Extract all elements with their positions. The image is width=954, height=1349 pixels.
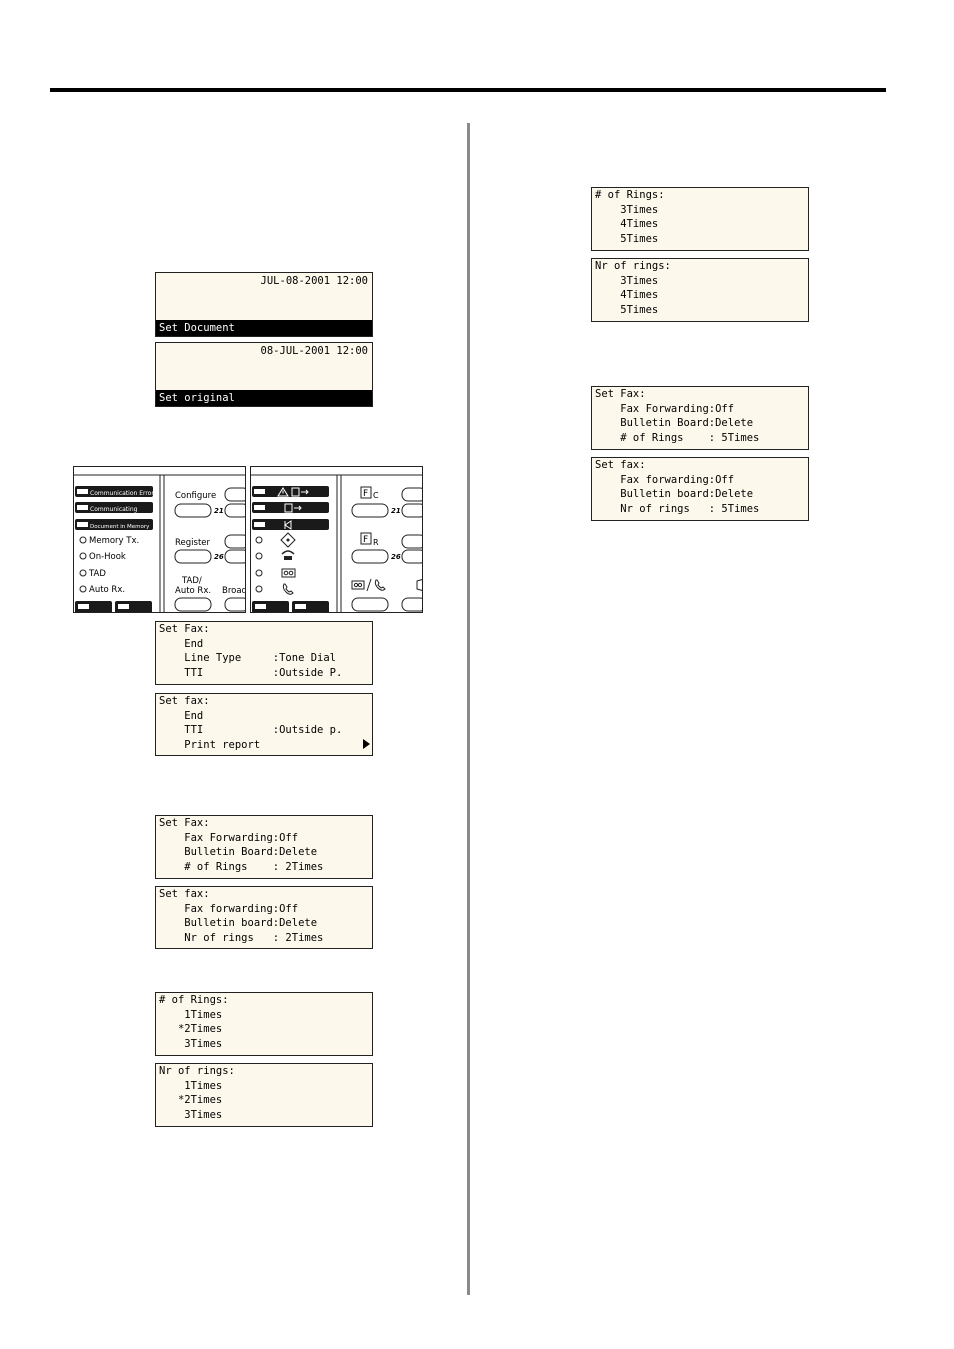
lcd-setfax-a-us [155,621,373,685]
one-touch-key[interactable] [352,550,388,563]
column-divider [467,123,470,1295]
lcd-line: TTI :Outside p. [159,724,343,736]
lcd-line: Set Fax: [159,623,210,635]
lcd-rings-b-us [591,187,809,251]
tad-key[interactable] [352,598,388,611]
lcd-line: Bulletin Board:Delete [595,417,754,429]
lcd-line: 4Times [595,218,659,230]
lamp [256,570,262,576]
tad-auto-rx-key[interactable] [175,598,211,611]
register-key[interactable] [225,535,246,548]
lamp [256,537,262,543]
lcd-line: Bulletin Board:Delete [159,846,318,858]
lcd-line: 1Times [159,1079,223,1092]
one-touch-number: 26 [214,553,224,561]
lcd-line: *2Times [159,1023,223,1035]
configure-key[interactable] [225,488,246,501]
lcd-status: Set original [156,390,372,406]
svg-text:F: F [363,535,369,545]
lamp-on-hook [80,553,86,559]
telephone-icon [282,551,294,560]
broadcast-label: Broad [222,586,247,596]
indicator-document-in-memory [75,519,153,530]
lcd-date: 08-JUL-2001 12:00 [260,345,368,357]
broadcast-key[interactable] [225,598,246,611]
lamp-memory-tx [80,537,86,543]
lcd-setfax-c-eu [591,457,809,521]
lamp-label: On-Hook [89,552,126,562]
panel-key[interactable] [402,504,423,517]
lcd-line: Fax Forwarding:Off [159,831,299,844]
lcd-line: Print report [159,738,261,751]
one-touch-number: 26 [391,553,401,561]
lcd-line: 5Times [595,303,659,316]
one-touch-key[interactable] [175,504,211,517]
lcd-line: 1Times [159,1008,223,1021]
diamond-icon [281,533,295,547]
lcd-line: Nr of rings: [595,260,671,272]
svg-text:F: F [363,489,369,499]
lcd-line: Fax forwarding:Off [159,902,299,915]
lcd-line: Set fax: [595,459,646,471]
function-key-letter: R [373,538,379,547]
lamp-label: TAD [89,569,106,579]
lcd-line: # of Rings: [595,189,665,201]
function-key-letter: C [373,491,379,500]
lcd-line: Set Fax: [595,388,646,400]
lcd-line: End [159,709,204,722]
lcd-line: Fax Forwarding:Off [595,402,735,415]
lcd-date: JUL-08-2001 12:00 [260,275,368,287]
lcd-setfax-a-eu [155,693,373,756]
panel-key[interactable] [402,598,423,611]
one-touch-number: 21 [214,507,224,515]
lcd-setfax-c-us [591,386,809,450]
indicator-label: Communication Error [90,490,154,497]
panel-key[interactable] [402,488,423,501]
auto-rx-label: Auto Rx. [175,586,212,596]
lcd-line: # of Rings : 2Times [159,860,324,873]
indicator-label: Document in Memory [90,524,150,530]
right-arrow-icon [363,739,370,749]
lcd-line: 3Times [159,1108,223,1121]
lamp-auto-rx [80,586,86,592]
lamp-label: Auto Rx. [89,585,126,595]
operation-panel-right [250,466,423,613]
panel-key[interactable] [402,535,423,548]
lcd-line: # of Rings: [159,994,229,1006]
lcd-line: *2Times [159,1094,223,1106]
lcd-line: Fax forwarding:Off [595,473,735,486]
lcd-line: 4Times [595,289,659,301]
lcd-line: Nr of rings : 2Times [159,931,324,944]
lcd-line: Bulletin board:Delete [159,917,318,929]
configure-label: Configure [175,491,217,501]
one-touch-number: 21 [391,507,401,515]
lcd-rings-b-eu [591,258,809,322]
lcd-line: # of Rings : 5Times [595,431,760,444]
lcd-line: 3Times [159,1037,223,1050]
function-c-icon [361,487,371,499]
lcd-rings-a-eu [155,1063,373,1127]
indicator-communication-error [75,486,154,497]
lamp-label: Memory Tx. [89,536,140,546]
one-touch-key[interactable] [175,550,211,563]
tad-label: TAD/ [182,576,202,586]
lcd-line: TTI :Outside P. [159,666,343,679]
lcd-setfax-b-us [155,815,373,879]
one-touch-key[interactable] [352,504,388,517]
tape-icon [282,569,295,577]
lcd-line: Set fax: [159,888,210,900]
panel-key[interactable] [225,550,246,563]
lamp [256,586,262,592]
lcd-date-us [155,272,373,337]
handset-icon [283,584,293,594]
tape-handset-icon [352,579,385,591]
lcd-line: 3Times [595,274,659,287]
lcd-rings-a-us [155,992,373,1056]
top-rule [50,88,886,92]
document-key-icon [417,579,423,591]
lcd-line: Bulletin board:Delete [595,488,754,500]
indicator-communicating [75,502,153,513]
panel-key[interactable] [402,550,423,563]
lcd-line: Set Fax: [159,817,210,829]
lcd-line: Line Type :Tone Dial [159,652,337,664]
lcd-status: Set Document [156,320,372,336]
lcd-line: End [159,637,204,650]
lcd-line: Set fax: [159,695,210,707]
operation-panel-left [73,466,246,613]
lcd-line: 3Times [595,203,659,216]
lcd-setfax-b-eu [155,886,373,949]
function-r-icon [361,533,371,545]
panel-key[interactable] [225,504,246,517]
indicator-label: Communicating [90,506,138,513]
lamp [256,553,262,559]
lcd-date-eu [155,342,373,407]
lcd-line: Nr of rings : 5Times [595,502,760,515]
lcd-line: 5Times [595,232,659,245]
lcd-line: Nr of rings: [159,1065,235,1077]
lamp-tad [80,570,86,576]
register-label: Register [175,538,210,548]
